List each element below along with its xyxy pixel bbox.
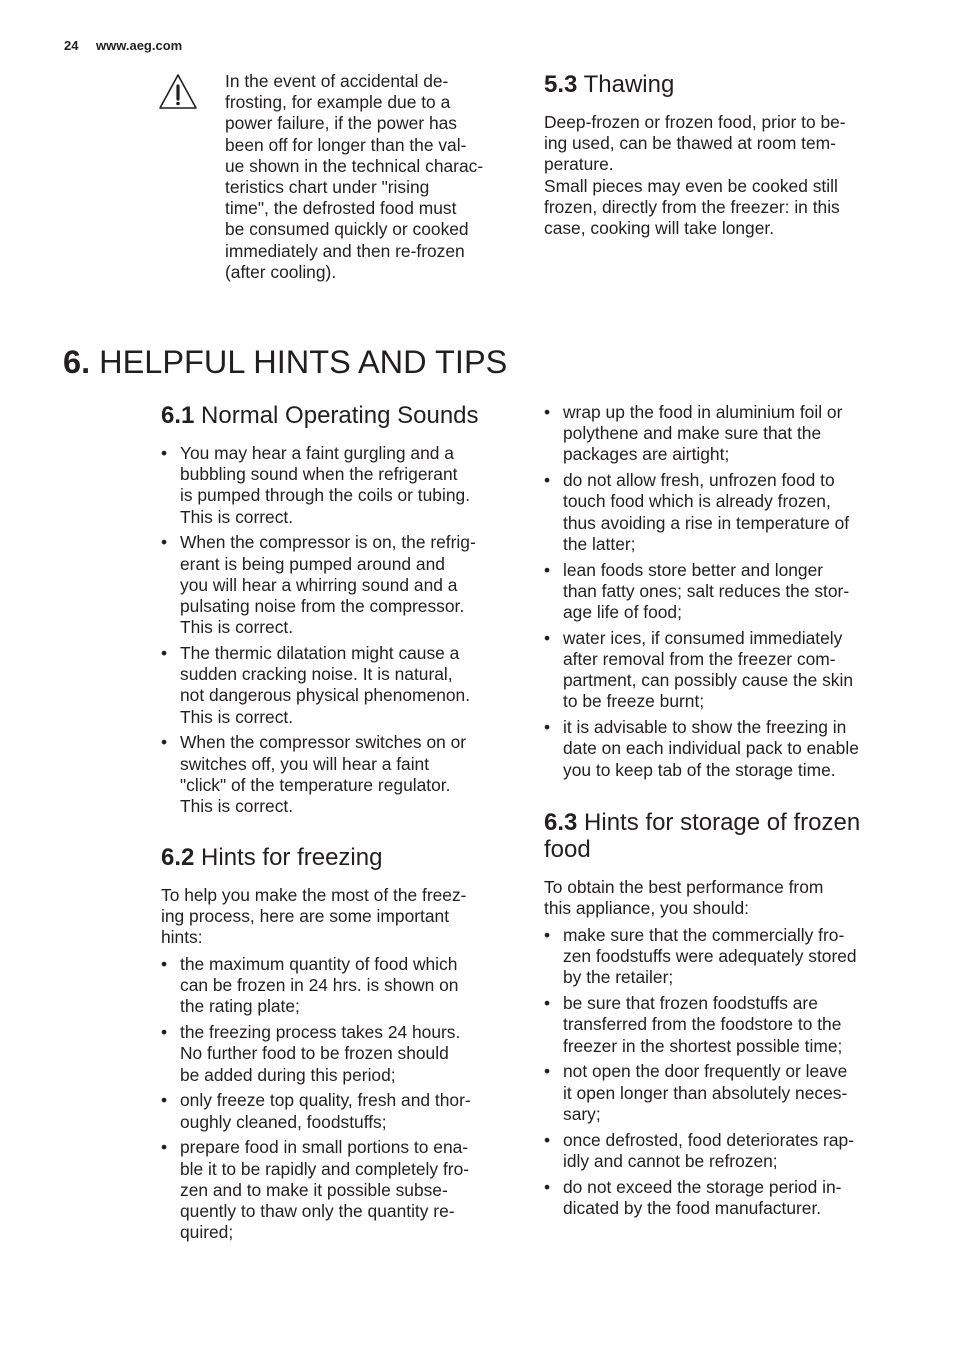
section-heading-normal-sounds: [161, 402, 479, 429]
chapter-number: 6.: [63, 344, 91, 380]
list-item: • water ices, if consumed immediately after removal from the freezer com- partment, can possibly cause the skin to be freeze burnt;: [544, 628, 924, 713]
freezing-intro: To help you make the most of the freez- ing process, here are some important hints:: [161, 885, 467, 948]
normal-sounds-list: [161, 443, 521, 822]
section-title: Hints for freezing: [201, 844, 383, 871]
list-item: • wrap up the food in aluminium foil or polythene and make sure that the packages are airtight;: [544, 402, 924, 466]
list-item: • only freeze top quality, fresh and thor- oughly cleaned, foodstuffs;: [161, 1090, 521, 1132]
section-heading-storage: [544, 809, 860, 863]
storage-list: [544, 925, 924, 1224]
warning-triangle-icon: [157, 72, 199, 112]
list-item: • prepare food in small portions to ena- ble it to be rapidly and completely fro- zen and to make it possible subse- quently to thaw only the quantity re- quired;: [161, 1137, 521, 1243]
list-item: • The thermic dilatation might cause a sudden cracking noise. It is natural, not dangerous physical phenomenon. This is correct.: [161, 643, 521, 728]
section-number: 6.3: [544, 809, 578, 836]
list-item: • lean foods store better and longer than fatty ones; salt reduces the stor- age life of food;: [544, 560, 924, 624]
section-heading-thawing: [544, 71, 674, 98]
section-title: Normal Operating Sounds: [201, 402, 479, 429]
list-item: • the freezing process takes 24 hours. No further food to be frozen should be added during this period;: [161, 1022, 521, 1086]
section-title: Hints for storage of frozen food: [544, 809, 861, 863]
section-number: 6.1: [161, 402, 195, 429]
section-heading-freezing: [161, 844, 382, 871]
list-item: • You may hear a faint gurgling and a bubbling sound when the refrigerant is pumped through the coils or tubing. This is correct.: [161, 443, 521, 528]
list-item: • once defrosted, food deteriorates rap- idly and cannot be refrozen;: [544, 1130, 924, 1172]
list-item: • make sure that the commercially fro- zen foodstuffs were adequately stored by the retailer;: [544, 925, 924, 989]
storage-intro: To obtain the best performance from this appliance, you should:: [544, 877, 824, 919]
list-item: • do not allow fresh, unfrozen food to touch food which is already frozen, thus avoiding a rise in temperature of the latter;: [544, 470, 924, 555]
list-item: • not open the door frequently or leave it open longer than absolutely neces- sary;: [544, 1061, 924, 1125]
warning-text: In the event of accidental de- frosting, for example due to a power failure, if the power has been off for longer than the val- ue shown in the technical charac- teristics chart under "rising time", the defrosted food must be consumed quickly or cooked immediately and then re-frozen (after cooling).: [225, 71, 484, 282]
chapter-heading: HELPFUL HINTS AND TIPS: [99, 344, 508, 380]
section-number: 5.3: [544, 71, 578, 98]
freezing-list-left: [161, 954, 521, 1248]
list-item: • it is advisable to show the freezing in date on each individual pack to enable you to keep tab of the storage time.: [544, 717, 924, 781]
list-item: • be sure that frozen foodstuffs are transferred from the foodstore to the freezer in the shortest possible time;: [544, 993, 924, 1057]
list-item: • When the compressor switches on or switches off, you will hear a faint "click" of the temperature regulator. This is correct.: [161, 732, 521, 817]
freezing-list-right: [544, 402, 924, 785]
chapter-title: [63, 342, 507, 382]
section-number: 6.2: [161, 844, 195, 871]
page-number: 24: [64, 38, 79, 53]
section-title: Thawing: [583, 71, 675, 98]
list-item: • When the compressor is on, the refrig- erant is being pumped around and you will hear a whirring sound and a pulsating noise from the compressor. This is correct.: [161, 532, 521, 638]
website-url: www.aeg.com: [96, 38, 183, 53]
list-item: • the maximum quantity of food which can be frozen in 24 hrs. is shown on the rating plate;: [161, 954, 521, 1018]
list-item: • do not exceed the storage period in- dicated by the food manufacturer.: [544, 1177, 924, 1219]
thawing-paragraph-2: Small pieces may even be cooked still frozen, directly from the freezer: in this case, cooking will take longer.: [544, 176, 840, 239]
thawing-paragraph-1: Deep-frozen or frozen food, prior to be- ing used, can be thawed at room tem- perature.: [544, 112, 846, 175]
